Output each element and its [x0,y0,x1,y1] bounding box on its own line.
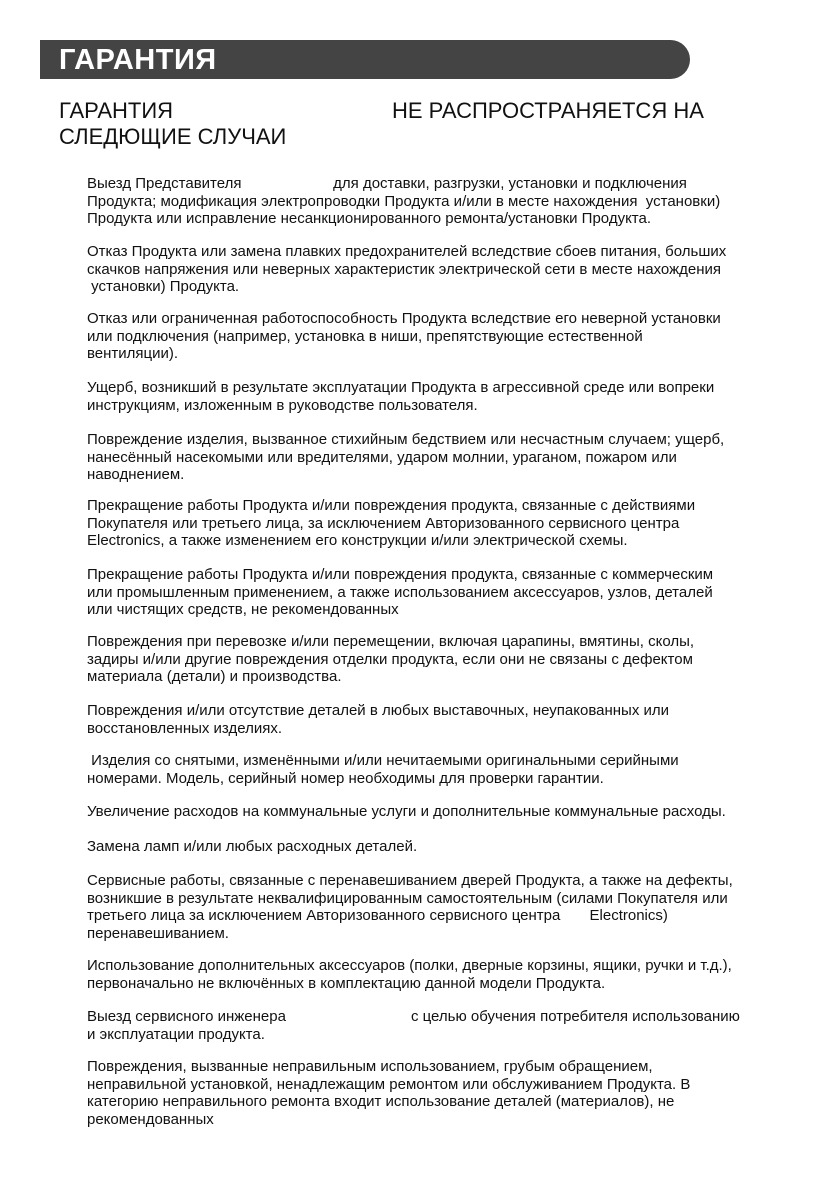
paragraph: Ущерб, возникший в результате эксплуатации Продукта в агрессивной среде или вопреки инструкциям, изложенным в руководстве пользователя. [87,379,715,414]
paragraph: Отказ Продукта или замена плавких предохранителей вследствие сбоев питания, больших скачков напряжения или неверных характеристик электрической сети в месте нахождения установки) Продукта. [87,243,727,295]
paragraph: Прекращение работы Продукта и/или повреждения продукта, связанные с коммерческим или промышленным применением, а также использованием аксессуаров, узлов, деталей или чистящих средств, не рекомендованных [87,566,714,618]
paragraph: Повреждение изделия, вызванное стихийным бедствием или несчастным случаем; ущерб, нанесённый насекомыми или вредителями, ударом молнии, ураганом, пожаром или наводнением. [87,431,725,483]
paragraph: Отказ или ограниченная работоспособность Продукта вследствие его неверной установки или подключения (например, установка в ниши, препятствующие естественной вентиляции). [87,310,721,362]
paragraph: Выезд сервисного инженера с целью обучения потребителя использованию и эксплуатации продукта. [87,1008,740,1043]
paragraph: Выезд Представителя для доставки, разгрузки, установки и подключения Продукта; модификация электропроводки Продукта и/или в месте нахождения установки) Продукта или исправление несанкционированного ремонта/установки Продукта. [87,175,721,227]
paragraph: Замена ламп и/или любых расходных деталей. [87,838,418,855]
paragraph: Прекращение работы Продукта и/или повреждения продукта, связанные с действиями Покупателя или третьего лица, за исключением Авторизованного сервисного центра Electronics, а также изменением его конструкции и/или электрической схемы. [87,497,696,549]
page-title: ГАРАНТИЯ [59,44,217,76]
paragraph: Использование дополнительных аксессуаров (полки, дверные корзины, ящики, ручки и т.д.), первоначально не включённых в комплектацию данной модели Продукта. [87,957,732,992]
subheading-left: ГАРАНТИЯ СЛЕДЮЩИЕ СЛУЧАИ [59,98,287,149]
paragraph: Увеличение расходов на коммунальные услуги и дополнительные коммунальные расходы. [87,803,726,820]
paragraph: Повреждения при перевозке и/или перемещении, включая царапины, вмятины, сколы, задиры и/или другие повреждения отделки продукта, если они не связаны с дефектом материала (детали) и производства. [87,633,695,685]
paragraph: Изделия со снятыми, изменёнными и/или нечитаемыми оригинальными серийными номерами. Модель, серийный номер необходимы для проверки гарантии. [87,752,679,787]
paragraph: Сервисные работы, связанные с перенавешиванием дверей Продукта, а также на дефекты, возникшие в результате неквалифицированным самостоятельным (силами Покупателя или третьего лица за исключением Авторизованного сервисного центра Electronics) перенавешиванием. [87,872,733,942]
header-bar [40,40,690,79]
subheading-right: НЕ РАСПРОСТРАНЯЕТСЯ НА [392,98,704,123]
paragraph: Повреждения и/или отсутствие деталей в любых выставочных, неупакованных или восстановленных изделиях. [87,702,670,737]
paragraph: Повреждения, вызванные неправильным использованием, грубым обращением, неправильной установкой, ненадлежащим ремонтом или обслуживанием Продукта. В категорию неправильного ремонта входит использование деталей (материалов), не рекомендованных [87,1058,691,1128]
